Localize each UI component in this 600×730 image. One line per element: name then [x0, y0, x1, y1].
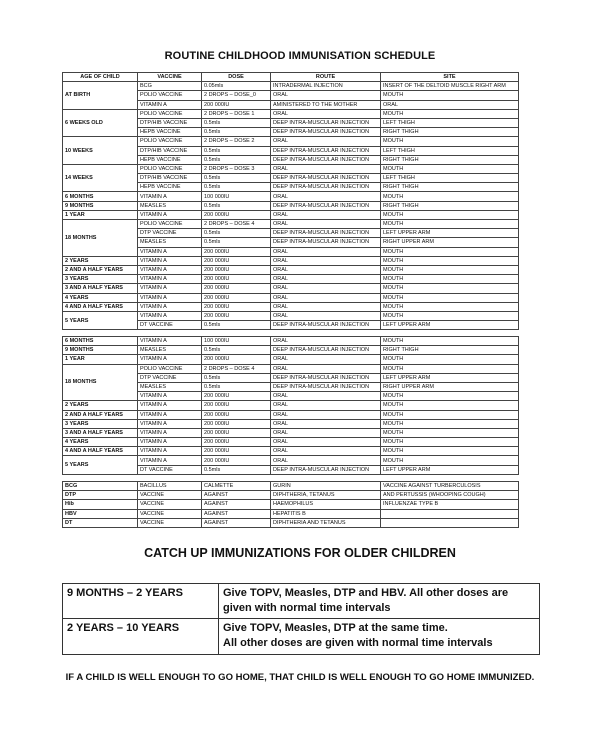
dose-cell: 200 000IU: [202, 275, 271, 284]
site-cell: INSERT OF THE DELTOID MUSCLE RIGHT ARM: [381, 82, 519, 91]
age-cell: 6 MONTHS: [63, 192, 138, 201]
dose-cell: 0.5mls: [202, 128, 271, 137]
dose-cell: 200 000IU: [202, 456, 271, 465]
route-cell: HEPATITIS B: [271, 509, 381, 518]
catchup-age: 9 MONTHS – 2 YEARS: [63, 584, 219, 619]
route-cell: DIPHTHERIA AND TETANUS: [271, 518, 381, 527]
route-cell: HAEMOPHILUS: [271, 500, 381, 509]
route-cell: ORAL: [271, 247, 381, 256]
table-row: [63, 491, 519, 500]
site-cell: MOUTH: [381, 164, 519, 173]
dose-cell: 0.5mls: [202, 146, 271, 155]
table-row: [63, 419, 519, 428]
header-vaccine: VACCINE: [138, 73, 202, 82]
page-title: ROUTINE CHILDHOOD IMMUNISATION SCHEDULE: [164, 50, 436, 62]
table-row: [63, 164, 519, 173]
route-cell: DEEP INTRA-MUSCULAR INJECTION: [271, 229, 381, 238]
dose-cell: 100 000IU: [202, 192, 271, 201]
dose-cell: CALMETTE: [202, 482, 271, 491]
age-cell: 4 YEARS: [63, 293, 138, 302]
site-cell: RIGHT THIGH: [381, 346, 519, 355]
site-cell: MOUTH: [381, 210, 519, 219]
site-cell: MOUTH: [381, 275, 519, 284]
route-cell: ORAL: [271, 293, 381, 302]
table-row: [63, 500, 519, 509]
age-cell: 9 MONTHS: [63, 201, 138, 210]
dose-cell: 2 DROPS – DOSE 3: [202, 164, 271, 173]
site-cell: RIGHT THIGH: [381, 201, 519, 210]
table-row: [63, 109, 519, 118]
vaccine-cell: DTP/HIB VACCINE: [138, 174, 202, 183]
route-cell: ORAL: [271, 410, 381, 419]
dose-cell: 200 000IU: [202, 447, 271, 456]
route-cell: ORAL: [271, 256, 381, 265]
site-cell: MOUTH: [381, 337, 519, 346]
age-cell: 4 AND A HALF YEARS: [63, 447, 138, 456]
age-cell: 4 AND A HALF YEARS: [63, 302, 138, 311]
vaccine-cell: DT VACCINE: [138, 321, 202, 330]
route-cell: ORAL: [271, 337, 381, 346]
age-cell: 2 YEARS: [63, 256, 138, 265]
vaccine-cell: VITAMIN A: [138, 192, 202, 201]
route-cell: ORAL: [271, 164, 381, 173]
site-cell: RIGHT THIGH: [381, 183, 519, 192]
vaccine-cell: DT VACCINE: [138, 465, 202, 474]
vaccine-cell: MEASLES: [138, 382, 202, 391]
dose-cell: 200 000IU: [202, 293, 271, 302]
site-cell: MOUTH: [381, 364, 519, 373]
table-header-row: [63, 73, 519, 82]
dose-cell: 0.5mls: [202, 382, 271, 391]
age-cell: AT BIRTH: [63, 82, 138, 110]
table-row: [63, 137, 519, 146]
vaccine-cell: VITAMIN A: [138, 256, 202, 265]
site-cell: MOUTH: [381, 447, 519, 456]
route-cell: GURIN: [271, 482, 381, 491]
route-cell: DEEP INTRA-MUSCULAR INJECTION: [271, 155, 381, 164]
dose-cell: 2 DROPS – DOSE_0: [202, 91, 271, 100]
route-cell: DEEP INTRA-MUSCULAR INJECTION: [271, 346, 381, 355]
vaccine-cell: VITAMIN A: [138, 337, 202, 346]
route-cell: DEEP INTRA-MUSCULAR INJECTION: [271, 382, 381, 391]
vaccine-cell: VITAMIN A: [138, 355, 202, 364]
route-cell: ORAL: [271, 220, 381, 229]
route-cell: DIPHTHERIA, TETANUS: [271, 491, 381, 500]
dose-cell: 0.5mls: [202, 118, 271, 127]
table-row: [63, 337, 519, 346]
dose-cell: 200 000IU: [202, 311, 271, 320]
table-row: [63, 265, 519, 274]
age-cell: 9 MONTHS: [63, 346, 138, 355]
route-cell: AMINISTERED TO THE MOTHER: [271, 100, 381, 109]
dose-cell: 200 000IU: [202, 401, 271, 410]
site-cell: LEFT UPPER ARM: [381, 465, 519, 474]
vaccine-cell: DTP/HIB VACCINE: [138, 146, 202, 155]
dose-cell: 0.5mls: [202, 229, 271, 238]
vaccine-cell: HEPB VACCINE: [138, 128, 202, 137]
table-row: [63, 509, 519, 518]
site-cell: MOUTH: [381, 91, 519, 100]
dose-cell: 2 DROPS – DOSE 4: [202, 220, 271, 229]
site-cell: MOUTH: [381, 428, 519, 437]
site-cell: VACCINE AGAINST TURBERCULOSIS: [381, 482, 519, 491]
table-row: [63, 401, 519, 410]
route-cell: DEEP INTRA-MUSCULAR INJECTION: [271, 465, 381, 474]
age-cell: 3 YEARS: [63, 275, 138, 284]
dose-cell: 0.5mls: [202, 321, 271, 330]
route-cell: ORAL: [271, 447, 381, 456]
vaccine-cell: VITAMIN A: [138, 456, 202, 465]
site-cell: MOUTH: [381, 410, 519, 419]
table-row: [63, 456, 519, 465]
vaccine-cell: BACILLUS: [138, 482, 202, 491]
schedule-table: [62, 72, 519, 330]
dose-cell: 0.5mls: [202, 201, 271, 210]
route-cell: DEEP INTRA-MUSCULAR INJECTION: [271, 201, 381, 210]
dose-cell: 200 000IU: [202, 256, 271, 265]
age-cell: 18 MONTHS: [63, 364, 138, 401]
catchup-text: Give TOPV, Measles, DTP and HBV. All other doses are given with normal time intervals: [219, 584, 540, 619]
vaccine-cell: VITAMIN A: [138, 210, 202, 219]
vaccine-cell: MEASLES: [138, 201, 202, 210]
route-cell: ORAL: [271, 265, 381, 274]
header-route: ROUTE: [271, 73, 381, 82]
route-cell: DEEP INTRA-MUSCULAR INJECTION: [271, 238, 381, 247]
dose-cell: 200 000IU: [202, 419, 271, 428]
table-row: [63, 311, 519, 320]
dose-cell: 100 000IU: [202, 337, 271, 346]
route-cell: ORAL: [271, 355, 381, 364]
dose-cell: 0.5mls: [202, 174, 271, 183]
site-cell: MOUTH: [381, 355, 519, 364]
dose-cell: 0.5mls: [202, 155, 271, 164]
age-cell: 18 MONTHS: [63, 220, 138, 257]
dose-cell: 200 000IU: [202, 410, 271, 419]
vaccine-cell: VITAMIN A: [138, 447, 202, 456]
dose-cell: 200 000IU: [202, 302, 271, 311]
header-site: SITE: [381, 73, 519, 82]
dose-cell: 200 000IU: [202, 100, 271, 109]
dose-cell: AGAINST: [202, 491, 271, 500]
vaccine-cell: VITAMIN A: [138, 293, 202, 302]
vaccine-cell: VITAMIN A: [138, 275, 202, 284]
route-cell: ORAL: [271, 91, 381, 100]
table-row: [63, 428, 519, 437]
catchup-table: [62, 583, 540, 655]
table-row: [63, 346, 519, 355]
table-row: [63, 410, 519, 419]
site-cell: MOUTH: [381, 302, 519, 311]
table-row: [63, 482, 519, 491]
route-cell: DEEP INTRA-MUSCULAR INJECTION: [271, 118, 381, 127]
table-row: [63, 284, 519, 293]
site-cell: MOUTH: [381, 419, 519, 428]
table-row: [63, 518, 519, 527]
site-cell: MOUTH: [381, 311, 519, 320]
age-cell: 6 WEEKS OLD: [63, 109, 138, 137]
dose-cell: 2 DROPS – DOSE 2: [202, 137, 271, 146]
vaccine-cell: VITAMIN A: [138, 438, 202, 447]
dose-cell: 200 000IU: [202, 210, 271, 219]
catchup-row: [63, 584, 540, 619]
table-row: [63, 82, 519, 91]
age-cell: 2 AND A HALF YEARS: [63, 265, 138, 274]
table-row: [63, 210, 519, 219]
route-cell: INTRADERMAL INJECTION: [271, 82, 381, 91]
header-age: AGE OF CHILD: [63, 73, 138, 82]
route-cell: DEEP INTRA-MUSCULAR INJECTION: [271, 174, 381, 183]
vaccine-cell: VITAMIN A: [138, 302, 202, 311]
site-cell: [381, 518, 519, 527]
route-cell: ORAL: [271, 137, 381, 146]
vaccine-cell: VACCINE: [138, 500, 202, 509]
route-cell: DEEP INTRA-MUSCULAR INJECTION: [271, 146, 381, 155]
site-cell: LEFT THIGH: [381, 118, 519, 127]
table-row: [63, 438, 519, 447]
age-cell: 6 MONTHS: [63, 337, 138, 346]
age-cell: 5 YEARS: [63, 456, 138, 474]
age-cell: 10 WEEKS: [63, 137, 138, 165]
age-cell: HBV: [63, 509, 138, 518]
age-cell: 3 YEARS: [63, 419, 138, 428]
dose-cell: 200 000IU: [202, 355, 271, 364]
dose-cell: 200 000IU: [202, 284, 271, 293]
vaccine-cell: VITAMIN A: [138, 247, 202, 256]
route-cell: ORAL: [271, 428, 381, 437]
vaccine-cell: BCG: [138, 82, 202, 91]
site-cell: LEFT UPPER ARM: [381, 321, 519, 330]
vaccine-cell: VITAMIN A: [138, 401, 202, 410]
site-cell: MOUTH: [381, 220, 519, 229]
dose-cell: 2 DROPS – DOSE 4: [202, 364, 271, 373]
header-dose: DOSE: [202, 73, 271, 82]
dose-cell: 200 000IU: [202, 438, 271, 447]
vaccine-cell: VITAMIN A: [138, 284, 202, 293]
schedule-table-continued: [62, 336, 519, 475]
table-row: [63, 256, 519, 265]
age-cell: 1 YEAR: [63, 210, 138, 219]
dose-cell: 200 000IU: [202, 392, 271, 401]
age-cell: 4 YEARS: [63, 438, 138, 447]
site-cell: AND PERTUSSIS (WHOOPING COUGH): [381, 491, 519, 500]
table-row: [63, 220, 519, 229]
vaccine-cell: VACCINE: [138, 491, 202, 500]
table-row: [63, 302, 519, 311]
dose-cell: 200 000IU: [202, 428, 271, 437]
dose-cell: 0.5mls: [202, 346, 271, 355]
dose-cell: AGAINST: [202, 500, 271, 509]
vaccine-cell: DTP VACCINE: [138, 229, 202, 238]
vaccine-cell: DTP/HIB VACCINE: [138, 118, 202, 127]
route-cell: ORAL: [271, 302, 381, 311]
site-cell: MOUTH: [381, 438, 519, 447]
table-row: [63, 275, 519, 284]
site-cell: MOUTH: [381, 401, 519, 410]
site-cell: INFLUENZAE TYPE B: [381, 500, 519, 509]
catchup-text: Give TOPV, Measles, DTP at the same time. All other doses are given with normal time intervals: [219, 619, 540, 655]
dose-cell: 200 000IU: [202, 265, 271, 274]
route-cell: ORAL: [271, 311, 381, 320]
route-cell: ORAL: [271, 210, 381, 219]
dose-cell: 0.5mls: [202, 238, 271, 247]
site-cell: RIGHT THIGH: [381, 155, 519, 164]
catchup-age: 2 YEARS – 10 YEARS: [63, 619, 219, 655]
site-cell: LEFT UPPER ARM: [381, 229, 519, 238]
route-cell: ORAL: [271, 364, 381, 373]
catchup-title: CATCH UP IMMUNIZATIONS FOR OLDER CHILDREN: [144, 546, 456, 560]
route-cell: ORAL: [271, 456, 381, 465]
site-cell: RIGHT UPPER ARM: [381, 238, 519, 247]
dose-cell: 0.05mls: [202, 82, 271, 91]
route-cell: DEEP INTRA-MUSCULAR INJECTION: [271, 128, 381, 137]
site-cell: ORAL: [381, 100, 519, 109]
dose-cell: AGAINST: [202, 509, 271, 518]
table-row: [63, 364, 519, 373]
route-cell: DEEP INTRA-MUSCULAR INJECTION: [271, 373, 381, 382]
site-cell: MOUTH: [381, 247, 519, 256]
age-cell: 2 YEARS: [63, 401, 138, 410]
site-cell: MOUTH: [381, 192, 519, 201]
vaccine-cell: VITAMIN A: [138, 265, 202, 274]
age-cell: 3 AND A HALF YEARS: [63, 428, 138, 437]
vaccine-cell: DTP VACCINE: [138, 373, 202, 382]
vaccine-cell: POLIO VACCINE: [138, 164, 202, 173]
route-cell: ORAL: [271, 392, 381, 401]
footer-note: IF A CHILD IS WELL ENOUGH TO GO HOME, THAT CHILD IS WELL ENOUGH TO GO HOME IMMUNIZED.: [65, 672, 535, 683]
site-cell: MOUTH: [381, 293, 519, 302]
route-cell: ORAL: [271, 284, 381, 293]
dose-cell: AGAINST: [202, 518, 271, 527]
vaccine-cell: POLIO VACCINE: [138, 220, 202, 229]
age-cell: Hib: [63, 500, 138, 509]
vaccine-cell: VITAMIN A: [138, 311, 202, 320]
site-cell: MOUTH: [381, 256, 519, 265]
age-cell: DT: [63, 518, 138, 527]
vaccine-cell: VACCINE: [138, 518, 202, 527]
vaccine-cell: MEASLES: [138, 346, 202, 355]
age-cell: 3 AND A HALF YEARS: [63, 284, 138, 293]
vaccine-cell: HEPB VACCINE: [138, 155, 202, 164]
table-row: [63, 201, 519, 210]
site-cell: LEFT THIGH: [381, 174, 519, 183]
site-cell: MOUTH: [381, 265, 519, 274]
route-cell: ORAL: [271, 401, 381, 410]
table-row: [63, 293, 519, 302]
vaccine-cell: MEASLES: [138, 238, 202, 247]
table-row: [63, 447, 519, 456]
catchup-row: [63, 619, 540, 655]
vaccine-cell: POLIO VACCINE: [138, 109, 202, 118]
dose-cell: 0.5mls: [202, 373, 271, 382]
abbreviations-table: [62, 481, 519, 528]
site-cell: MOUTH: [381, 392, 519, 401]
site-cell: MOUTH: [381, 109, 519, 118]
vaccine-cell: HEPB VACCINE: [138, 183, 202, 192]
route-cell: ORAL: [271, 438, 381, 447]
site-cell: RIGHT THIGH: [381, 128, 519, 137]
age-cell: DTP: [63, 491, 138, 500]
vaccine-cell: VITAMIN A: [138, 100, 202, 109]
vaccine-cell: VITAMIN A: [138, 392, 202, 401]
dose-cell: 200 000IU: [202, 247, 271, 256]
table-row: [63, 355, 519, 364]
dose-cell: 2 DROPS – DOSE 1: [202, 109, 271, 118]
site-cell: MOUTH: [381, 137, 519, 146]
vaccine-cell: VACCINE: [138, 509, 202, 518]
site-cell: RIGHT UPPER ARM: [381, 382, 519, 391]
age-cell: 14 WEEKS: [63, 164, 138, 192]
age-cell: 1 YEAR: [63, 355, 138, 364]
route-cell: DEEP INTRA-MUSCULAR INJECTION: [271, 183, 381, 192]
site-cell: MOUTH: [381, 456, 519, 465]
route-cell: ORAL: [271, 275, 381, 284]
table-row: [63, 192, 519, 201]
site-cell: LEFT THIGH: [381, 146, 519, 155]
vaccine-cell: POLIO VACCINE: [138, 91, 202, 100]
site-cell: MOUTH: [381, 284, 519, 293]
vaccine-cell: VITAMIN A: [138, 410, 202, 419]
route-cell: ORAL: [271, 192, 381, 201]
vaccine-cell: VITAMIN A: [138, 419, 202, 428]
age-cell: 5 YEARS: [63, 311, 138, 329]
vaccine-cell: POLIO VACCINE: [138, 137, 202, 146]
site-cell: [381, 509, 519, 518]
dose-cell: 0.5mls: [202, 183, 271, 192]
vaccine-cell: POLIO VACCINE: [138, 364, 202, 373]
vaccine-cell: VITAMIN A: [138, 428, 202, 437]
age-cell: BCG: [63, 482, 138, 491]
age-cell: 2 AND A HALF YEARS: [63, 410, 138, 419]
route-cell: DEEP INTRA-MUSCULAR INJECTION: [271, 321, 381, 330]
dose-cell: 0.5mls: [202, 465, 271, 474]
route-cell: ORAL: [271, 109, 381, 118]
site-cell: LEFT UPPER ARM: [381, 373, 519, 382]
route-cell: ORAL: [271, 419, 381, 428]
